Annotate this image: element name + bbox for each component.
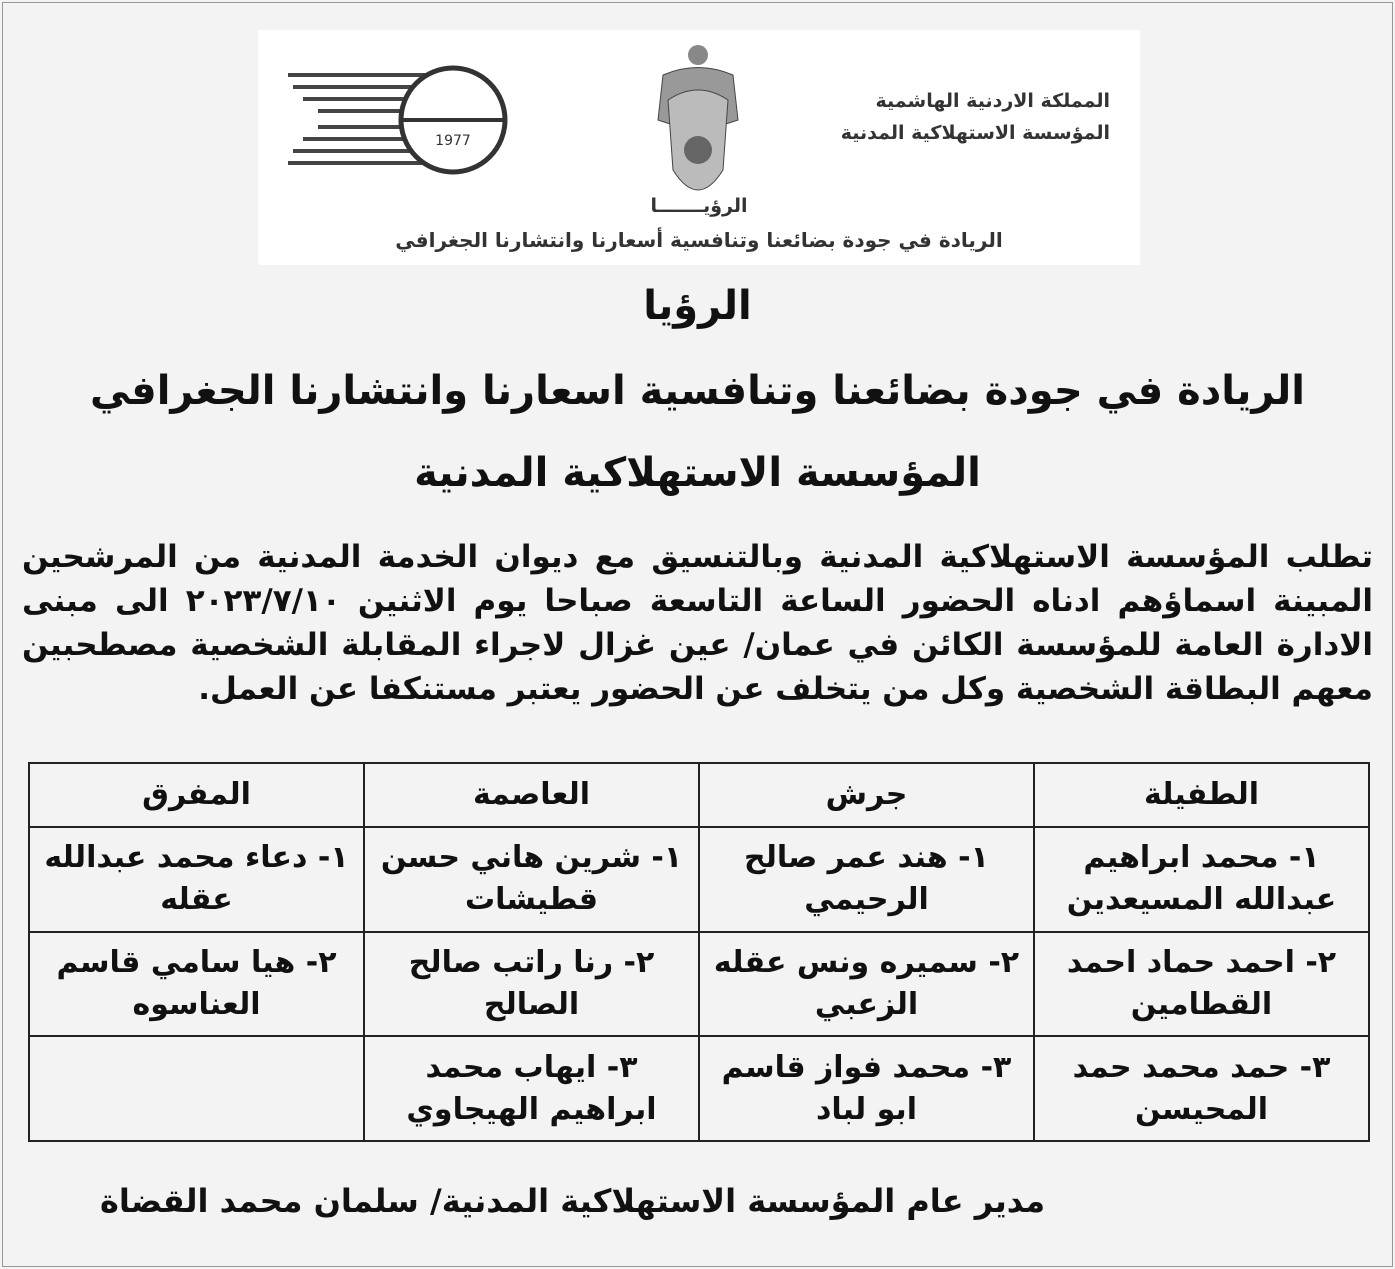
table-cell: ٣- محمد فواز قاسم ابو لباد [699,1036,1034,1141]
vision-label-small: الرؤيـــــــا [650,195,748,217]
signature-line: مدير عام المؤسسة الاستهلاكية المدنية/ سلمان محمد القضاة [100,1182,1045,1220]
table-row [29,827,1369,932]
vision-title: الرؤيا [643,283,752,329]
column-header: الطفيلة [1034,763,1369,827]
letterhead-text [841,85,1110,149]
candidates-table [28,762,1370,1142]
kingdom-name: المملكة الاردنية الهاشمية [875,90,1110,112]
table-row [29,932,1369,1037]
corporation-title: المؤسسة الاستهلاكية المدنية [414,450,981,496]
table-cell: ١- شرين هاني حسن قطيشات [364,827,699,932]
announcement-body: تطلب المؤسسة الاستهلاكية المدنية وبالتنسيق مع ديوان الخدمة المدنية من المرشحين المبينة اسماؤهم ادناه الحضور الساعة التاسعة صباحا يوم الاثنين ٢٠٢٣/٧/١٠ الى مبنى الادارة العامة للمؤسسة الكائن في عمان/ عين غزال لاجراء المقابلة الشخصية مصطحبين معهم البطاقة الشخصية وكل من يتخلف عن الحضور يعتبر مستنكفا عن العمل. [22,539,1373,707]
letterhead [258,30,1140,265]
corporation-logo [278,65,508,175]
table-cell [29,1036,364,1141]
table-cell: ١- محمد ابراهيم عبدالله المسيعدين [1034,827,1369,932]
table-cell: ٢- احمد حماد احمد القطامين [1034,932,1369,1037]
coat-of-arms-icon [643,40,753,210]
column-header: جرش [699,763,1034,827]
table-cell: ٢- رنا راتب صالح الصالح [364,932,699,1037]
logo-year: 1977 [435,133,471,149]
table-header-row [29,763,1369,827]
column-header: المفرق [29,763,364,827]
table-cell: ٣- ايهاب محمد ابراهيم الهيجاوي [364,1036,699,1141]
table-cell: ٢- هيا سامي قاسم العناسوه [29,932,364,1037]
corporation-name: المؤسسة الاستهلاكية المدنية [840,122,1110,144]
column-header: العاصمة [364,763,699,827]
table-cell: ٢- سميره ونس عقله الزعبي [699,932,1034,1037]
table-cell: ١- دعاء محمد عبدالله عقله [29,827,364,932]
slogan-small: الريادة في جودة بضائعنا وتنافسية أسعارنا وانتشارنا الجغرافي [395,228,1003,252]
table-cell: ١- هند عمر صالح الرحيمي [699,827,1034,932]
table-cell: ٣- حمد محمد حمد المحيسن [1034,1036,1369,1141]
slogan-title: الريادة في جودة بضائعنا وتنافسية اسعارنا وانتشارنا الجغرافي [90,368,1305,414]
table-row [29,1036,1369,1141]
